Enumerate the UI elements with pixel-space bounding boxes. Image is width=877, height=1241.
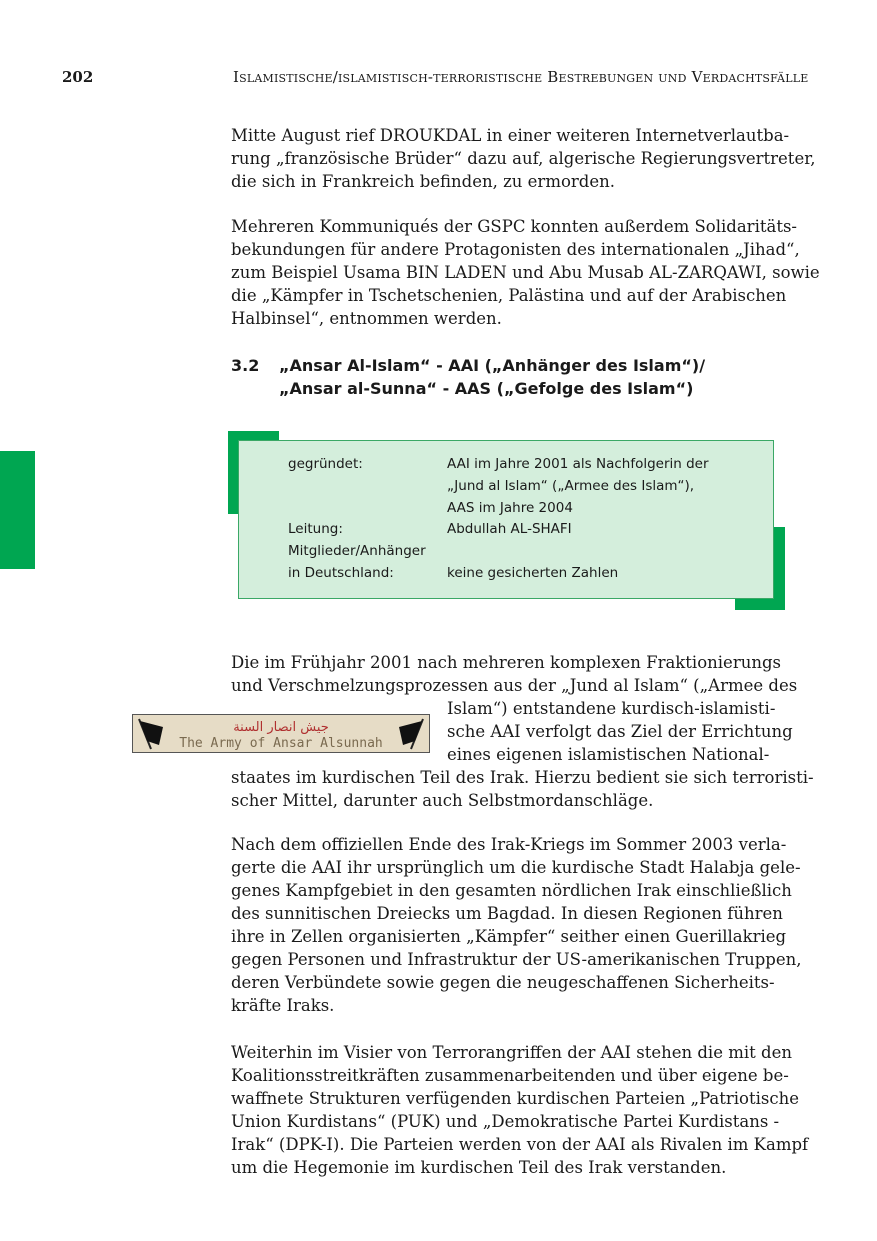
section-title-line-1: „Ansar Al-Islam“ - AAI („Anhänger des Islam“)/: [279, 356, 706, 375]
text-line: gegen Personen und Infrastruktur der US-amerikanischen Truppen,: [231, 950, 802, 969]
text-line: rung „französische Brüder“ dazu auf, algerische Regierungsvertreter,: [231, 149, 816, 168]
page-number: 202: [62, 68, 94, 86]
text-line: scher Mittel, darunter auch Selbstmordanschläge.: [231, 791, 654, 810]
intro-paragraph-1: [231, 124, 816, 193]
text-line: Koalitionsstreitkräften zusammenarbeitenden und über eigene be-: [231, 1066, 789, 1085]
text-line: die „Kämpfer in Tschetschenien, Palästina und auf der Arabischen: [231, 286, 787, 305]
running-header: Islamistische/islamistisch-terroristische Bestrebungen und Verdachtsfälle: [233, 68, 809, 86]
text-line: ihre in Zellen organisierten „Kämpfer“ seither einen Guerillakrieg: [231, 927, 787, 946]
leader-label: Leitung:: [288, 521, 343, 537]
text-line: sche AAI verfolgt das Ziel der Errichtung: [447, 722, 793, 741]
text-line: Halbinsel“, entnommen werden.: [231, 309, 502, 328]
text-line: Die im Frühjahr 2001 nach mehreren komplexen Fraktionierungs: [231, 653, 781, 672]
logo-arabic-text: جيش انصار السنة: [233, 720, 329, 735]
section-number: 3.2: [231, 356, 260, 375]
section-title-line-2: „Ansar al-Sunna“ - AAS („Gefolge des Islam“): [279, 379, 694, 398]
founded-value-line: AAS im Jahre 2004: [447, 500, 573, 516]
facts-box: [238, 440, 774, 599]
logo-latin-text: The Army of Ansar Alsunnah: [179, 736, 383, 751]
text-line: des sunnitischen Dreiecks um Bagdad. In diesen Regionen führen: [231, 904, 783, 923]
section-heading: [231, 354, 705, 400]
margin-marker: [0, 451, 35, 569]
text-line: staates im kurdischen Teil des Irak. Hierzu bedient sie sich terroristi-: [231, 768, 814, 787]
body-paragraph-1: [231, 651, 814, 812]
text-line: um die Hegemonie im kurdischen Teil des Irak verstanden.: [231, 1158, 727, 1177]
text-line: kräfte Iraks.: [231, 996, 335, 1015]
text-line: Islam“) entstandene kurdisch-islamisti-: [447, 699, 776, 718]
text-line: deren Verbündete sowie gegen die neugeschaffenen Sicherheits-: [231, 973, 775, 992]
text-line: genes Kampfgebiet in den gesamten nördlichen Irak einschließlich: [231, 881, 792, 900]
founded-value-line: AAI im Jahre 2001 als Nachfolgerin der: [447, 456, 709, 472]
text-line: Irak“ (DPK-I). Die Parteien werden von der AAI als Rivalen im Kampf: [231, 1135, 809, 1154]
body-paragraph-3: [231, 1041, 809, 1179]
text-line: die sich in Frankreich befinden, zu ermorden.: [231, 172, 615, 191]
members-value: keine gesicherten Zahlen: [447, 565, 619, 581]
text-line: zum Beispiel Usama BIN LADEN und Abu Musab AL-ZARQAWI, sowie: [231, 263, 820, 282]
members-label: Mitglieder/Anhänger: [288, 543, 426, 559]
text-line: Mehreren Kommuniqués der GSPC konnten außerdem Solidaritäts-: [231, 217, 797, 236]
members-label: in Deutschland:: [288, 565, 394, 581]
text-line: Nach dem offiziellen Ende des Irak-Kriegs im Sommer 2003 verla-: [231, 835, 787, 854]
leader-value: Abdullah AL-SHAFI: [447, 521, 572, 537]
text-line: Weiterhin im Visier von Terrorangriffen der AAI stehen die mit den: [231, 1043, 792, 1062]
founded-value-line: „Jund al Islam“ („Armee des Islam“),: [447, 478, 695, 494]
text-line: gerte die AAI ihr ursprünglich um die kurdische Stadt Halabja gele-: [231, 858, 801, 877]
intro-paragraph-2: [231, 215, 820, 330]
text-line: eines eigenen islamistischen National-: [447, 745, 770, 764]
text-line: waffnete Strukturen verfügenden kurdischen Parteien „Patriotische: [231, 1089, 800, 1108]
body-paragraph-2: [231, 833, 802, 1017]
text-line: Mitte August rief DROUKDAL in einer weiteren Internetverlautba-: [231, 126, 790, 145]
founded-label: gegründet:: [288, 456, 363, 472]
text-line: und Verschmelzungsprozessen aus der „Jund al Islam“ („Armee des: [231, 676, 798, 695]
text-line: Union Kurdistans“ (PUK) und „Demokratische Partei Kurdistans -: [231, 1112, 780, 1131]
text-line: bekundungen für andere Protagonisten des internationalen „Jihad“,: [231, 240, 800, 259]
